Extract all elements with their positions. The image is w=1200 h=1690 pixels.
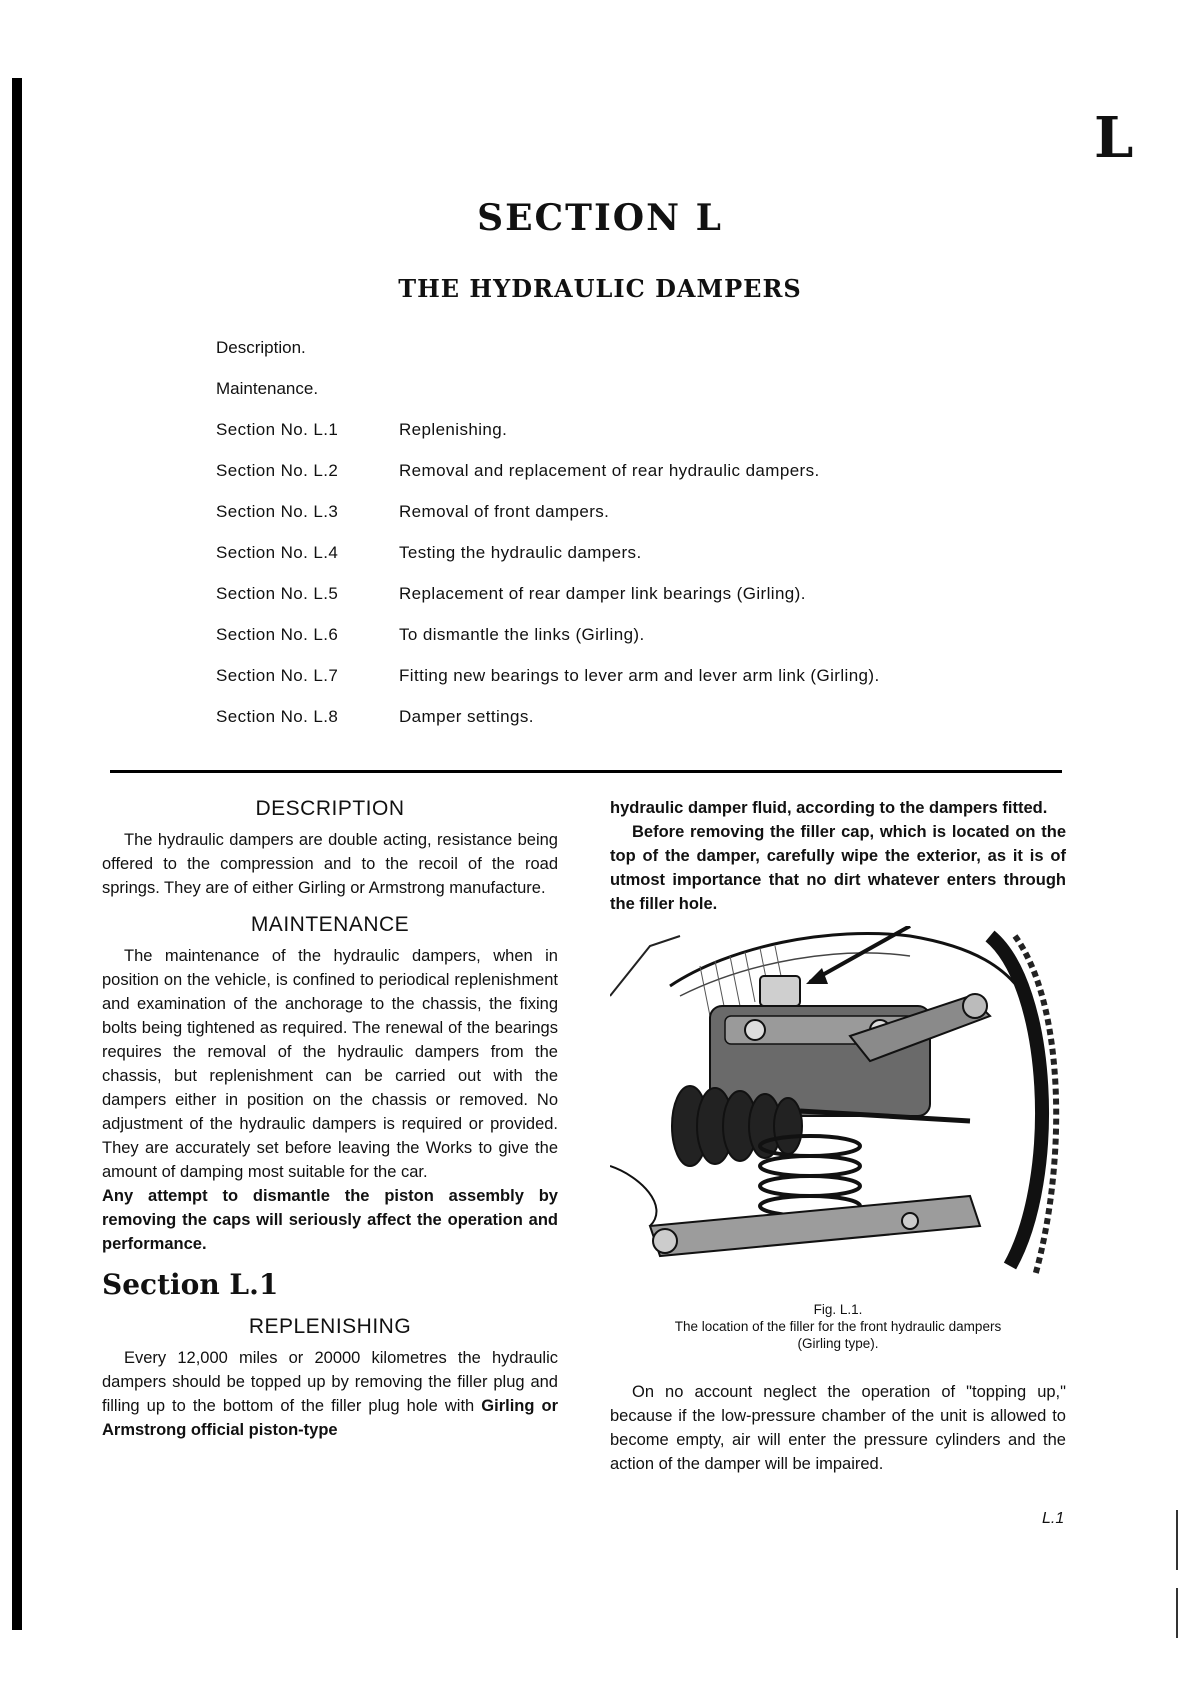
continuation-text: hydraulic damper fluid, according to the dampers fitted. — [610, 799, 1048, 817]
filler-cap-warning: Before removing the filler cap, which is located on the top of the damper, carefully wipe the exterior, as it is of utmost importance that no dirt whatever enters through the filler hole. — [610, 823, 1066, 913]
topping-up-text: On no account neglect the operation of "topping up," because if the low-pressure chamber of the unit is allowed to become empty, air will enter the pressure cylinders and the action of the damper will be impaired. — [610, 1383, 1066, 1473]
page-number: L.1 — [1042, 1510, 1065, 1527]
contents-number: Section No. L.1 — [216, 420, 339, 439]
contents-description: Replenishing. — [399, 420, 508, 439]
contents-number: Section No. L.3 — [216, 502, 339, 521]
page-title: SECTION L — [477, 197, 723, 239]
description-text: The hydraulic dampers are double acting, resistance being offered to the compression and to the recoil of the road springs. They are of either Girling or Armstrong manufacture. — [102, 831, 558, 897]
figure-label: Fig. L.1. — [813, 1302, 863, 1317]
contents-description: Removal and replacement of rear hydraulic dampers. — [399, 461, 820, 480]
contents-description: Replacement of rear damper link bearings (Girling). — [399, 584, 806, 603]
section-letter: L — [1094, 105, 1134, 171]
contents-description: Fitting new bearings to lever arm and lever arm link (Girling). — [399, 666, 880, 685]
figure-caption-line-1: The location of the filler for the front hydraulic dampers — [674, 1319, 1002, 1334]
contents-entry: Description. — [216, 338, 306, 357]
edge-tick-upper — [1176, 1510, 1178, 1570]
replenishing-text — [102, 1346, 558, 1442]
contents-number: Section No. L.2 — [216, 461, 339, 480]
figure-caption-line-2: (Girling type). — [797, 1336, 879, 1351]
right-column — [610, 796, 1066, 1476]
replenishing-heading: REPLENISHING — [248, 1315, 412, 1338]
contents-description: Removal of front dampers. — [399, 502, 610, 521]
contents-number: Section No. L.8 — [216, 707, 339, 726]
contents-number: Section No. L.4 — [216, 543, 339, 562]
page-subtitle: THE HYDRAULIC DAMPERS — [398, 274, 802, 303]
binding-edge-bar — [12, 78, 22, 1630]
replenishing-text-bold: Girling or Armstrong official piston-type — [102, 1397, 558, 1439]
replenishing-text-plain: Every 12,000 miles or 20000 kilometres the hydraulic dampers should be topped up by removing the filler plug and filling up to the bottom of the filler plug hole with — [102, 1349, 558, 1415]
horizontal-rule — [110, 770, 1062, 773]
damper-illustration — [610, 926, 1066, 1290]
description-heading: DESCRIPTION — [255, 797, 405, 820]
contents-description: To dismantle the links (Girling). — [399, 625, 645, 644]
contents-number: Section No. L.7 — [216, 666, 339, 685]
section-l1-heading: Section L.1 — [102, 1268, 279, 1301]
maintenance-heading: MAINTENANCE — [250, 913, 410, 936]
left-column — [102, 796, 558, 1442]
contents-number: Section No. L.5 — [216, 584, 339, 603]
maintenance-text: The maintenance of the hydraulic dampers, when in position on the vehicle, is confined to periodical replenishment and examination of the anchorage to the chassis, the fixing bolts being tightened as required. The renewal of the bearings requires the removal of the hydraulic dampers from the chassis, but replenishment can be carried out with the dampers either in position on the chassis or removed. No adjustment of the hydraulic dampers is required or provided. They are accurately set before leaving the Works to give the amount of damping most suitable for the car. — [102, 947, 558, 1181]
edge-tick-lower — [1176, 1588, 1178, 1638]
contents-description: Testing the hydraulic dampers. — [399, 543, 642, 562]
maintenance-warning: Any attempt to dismantle the piston assembly by removing the caps will seriously affect the operation and performance. — [102, 1187, 558, 1253]
contents-entry: Maintenance. — [216, 379, 319, 398]
contents-number: Section No. L.6 — [216, 625, 339, 644]
contents-description: Damper settings. — [399, 707, 534, 726]
